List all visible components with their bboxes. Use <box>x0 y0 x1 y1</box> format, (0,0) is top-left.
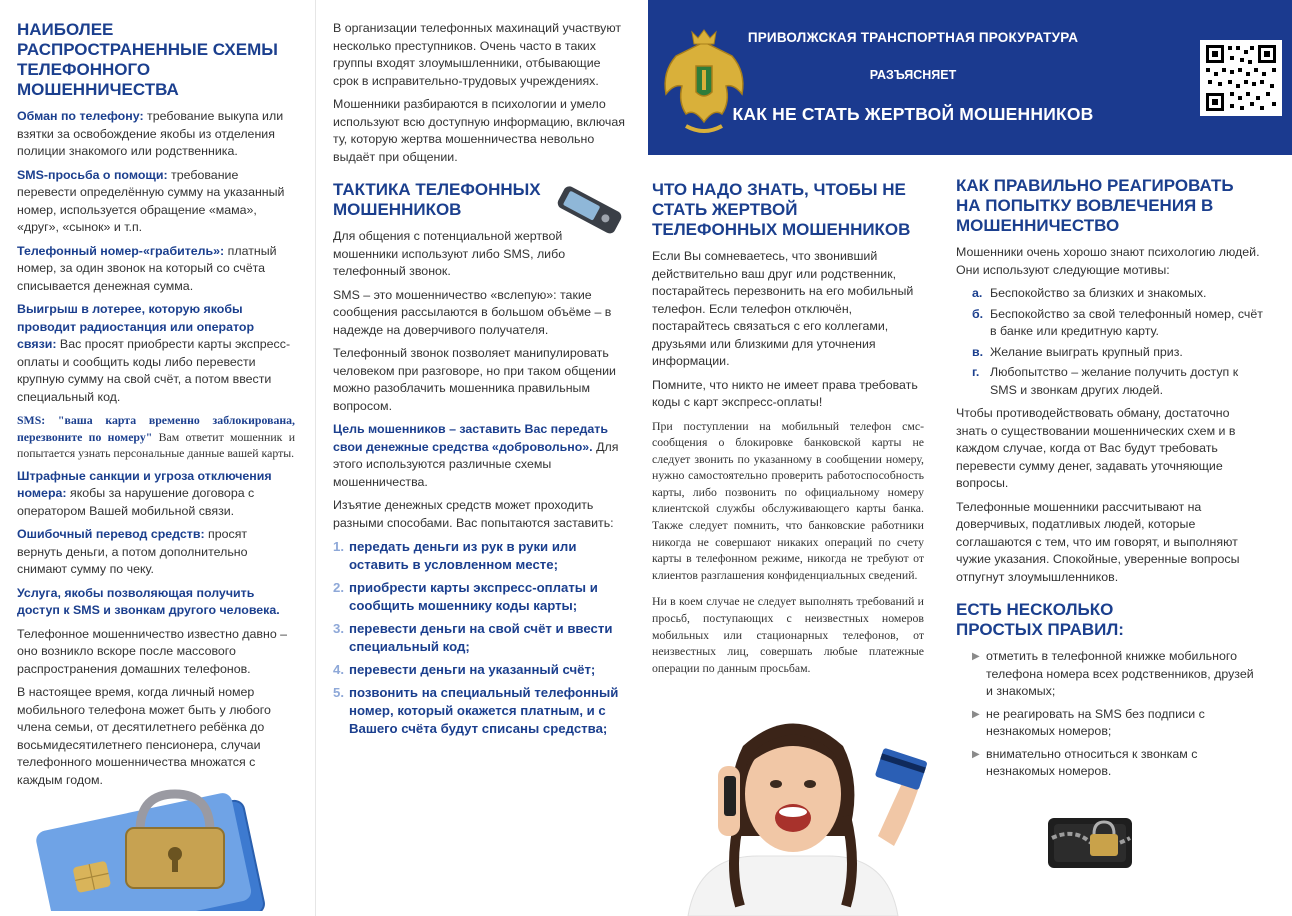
scheme-item <box>17 526 295 579</box>
react-title: КАК ПРАВИЛЬНО РЕАГИРОВАТЬ НА ПОПЫТКУ ВОВЛЕЧЕНИЯ В МОШЕННИЧЕСТВО <box>956 176 1234 235</box>
list-number: 5. <box>333 685 344 700</box>
credit-card-lock-icon <box>30 776 300 911</box>
organization-paragraph: В организации телефонных махинаций участвуют несколько преступников. Очень часто в таких группы входят злоумышленники, отбывающие срок в исправительно-трудовых учреждениях. <box>333 21 622 88</box>
codes-paragraph: Помните, что никто не имеет права требовать коды с карт экспресс-оплаты! <box>652 377 918 409</box>
unknown-numbers-paragraph: Ни в коем случае не следует выполнять требований и просьб, поступающих с неизвестных номеров мобильных или стационарных телефонов, от неизвестных лиц, совершать любые платежные операции по данным просьбам. <box>652 594 924 675</box>
column-react <box>938 0 1292 916</box>
withdrawal-paragraph: Изъятие денежных средств может проходить разными способами. Вас попытаются заставить: <box>333 498 614 530</box>
column-know <box>648 0 938 916</box>
scheme-text: требование выкупа или взятки за освобождение якобы из отделения полиции знакомого или родственника. <box>17 109 284 158</box>
scheme-lead: SMS: "ваша карта временно заблокирована, перезвоните по номеру" <box>17 413 295 444</box>
list-letter: в. <box>972 344 984 359</box>
methods-list <box>333 538 626 738</box>
mobile-phone-icon <box>550 180 630 238</box>
scheme-text: платный номер, за один звонок на который со счёта списывается денежная сумма. <box>17 243 277 293</box>
verify-paragraph: Если Вы сомневаетесь, что звонивший действительно ваш друг или родственник, постарайтесь перезвонить на его мобильный телефон. Если телефон отключён, постарайтесь связаться с его коллегами, друзьями или близкими для уточнения информации. <box>652 249 914 368</box>
scheme-item <box>17 585 295 620</box>
rules-list <box>972 648 1264 781</box>
call-paragraph: Телефонный звонок позволяет манипулировать человеком при разговоре, но при таком общении можно разоблачить мошенника правильным вопросом. <box>333 346 616 413</box>
column-tactics <box>316 0 648 916</box>
banner-subtitle: РАЗЪЯСНЯЕТ <box>869 68 957 82</box>
list-text: отметить в телефонной книжке мобильного телефона номера всех родственников, друзей и знакомых; <box>986 649 1254 698</box>
list-text: внимательно относиться к звонкам с незнакомых номеров. <box>986 746 1198 778</box>
list-item <box>972 285 1264 303</box>
triangle-bullet-icon: ▶ <box>972 748 980 760</box>
sms-paragraph: SMS – это мошенничество «вслепую»: такие сообщения рассылаются в большом объёме – в надежде на доверчивого получателя. <box>333 287 612 337</box>
scheme-item <box>17 301 295 406</box>
scheme-item <box>17 468 295 521</box>
list-text: приобрести карты экспресс-оплаты и сообщить мошеннику коды карты; <box>349 580 598 613</box>
intro-paragraph: В настоящее время, когда личный номер мобильного телефона может быть у любого члена семьи, от десятилетнего ребёнка до восьмидесятилетнего пенсионера, случаи телефонного мошенничества множатся с каждым годом. <box>17 685 271 787</box>
scheme-item <box>17 108 295 161</box>
tactics-paragraph: Для общения с потенциальной жертвой мошенники используют либо SMS, либо телефонный звонок. <box>333 229 566 278</box>
scheme-lead: Выигрыш в лотерее, которую якобы проводит радиостанция или оператор связи: <box>17 302 255 351</box>
know-title: ЧТО НАДО ЗНАТЬ, ЧТОБЫ НЕ СТАТЬ ЖЕРТВОЙ ТЕЛЕФОННЫХ МОШЕННИКОВ <box>652 180 911 239</box>
list-text: перевести деньги на указанный счёт; <box>349 662 596 677</box>
counteract-paragraph: Чтобы противодействовать обману, достаточно знать о существовании мошеннических схем и в каждом случае, когда от Вас будут требовать перевести сумму денег, задавать уточняющие вопросы. <box>956 406 1236 490</box>
list-item <box>972 306 1264 341</box>
wallet-chain-lock-icon <box>1044 808 1136 872</box>
banner-organization: ПРИВОЛЖСКАЯ ТРАНСПОРТНАЯ ПРОКУРАТУРА <box>747 30 1079 45</box>
scheme-text: Вам ответит мошенник и попытается узнать персональные данные вашей карты. <box>17 429 296 461</box>
list-text: Беспокойство за свой телефонный номер, счёт в банке или кредитную карту. <box>990 306 1263 338</box>
list-text: не реагировать на SMS без подписи с незнакомых номеров; <box>986 706 1205 738</box>
scheme-text: просят вернуть деньги, а потом дополнительно снимают сумму по чеку. <box>17 527 248 577</box>
list-number: 2. <box>333 580 344 595</box>
list-text: Желание выиграть крупный приз. <box>990 344 1183 359</box>
list-number: 1. <box>333 539 344 554</box>
psychology-paragraph: Мошенники разбираются в психологии и умело используют всю доступную информацию, включая ту, которую жертва мошенничества невольно выдаёт при общении. <box>333 97 625 164</box>
scheme-text: требование перевести определённую сумму на указанный номер, используется обращение «мама», «друг», «сынок» и т.п. <box>17 167 285 234</box>
gullible-paragraph: Телефонные мошенники рассчитывают на доверчивых, податливых людей, которые соглашаются с тем, что им говорят, и выполняют чужие указания. Спокойные, уверенные вопросы отпугнут злоумышленников. <box>956 499 1240 584</box>
list-item <box>972 344 1264 362</box>
girl-with-phone-illustration <box>648 706 938 916</box>
column-schemes <box>0 0 316 916</box>
list-text: перевести деньги на свой счёт и ввести специальный код; <box>349 621 613 654</box>
scheme-lead: SMS-просьба о помощи: <box>17 167 168 182</box>
list-text: позвонить на специальный телефонный номер, который окажется платным, и с Вашего счёта будут списаны средства; <box>349 685 619 736</box>
scheme-text: Вас просят приобрести карты экспресс-оплаты и сообщить коды либо перевести крупную сумму на свой счёт, а потом ввести специальный код. <box>17 337 291 404</box>
list-letter: б. <box>972 306 984 321</box>
list-item <box>972 706 1264 741</box>
list-item <box>333 620 626 656</box>
scheme-lead: Обман по телефону: <box>17 109 144 123</box>
list-text: Беспокойство за близких и знакомых. <box>990 286 1207 300</box>
scheme-lead: Телефонный номер-«грабитель»: <box>17 243 225 258</box>
list-text: Любопытство – желание получить доступ к SMS и звонкам других людей. <box>990 365 1239 397</box>
list-item <box>333 684 626 738</box>
banner-headline: КАК НЕ СТАТЬ ЖЕРТВОЙ МОШЕННИКОВ <box>732 104 1094 124</box>
tactics-title: ТАКТИКА ТЕЛЕФОННЫХ МОШЕННИКОВ <box>333 180 541 219</box>
list-item <box>333 538 626 574</box>
scheme-lead: Ошибочный перевод средств: <box>17 527 205 542</box>
list-letter: а. <box>972 286 983 300</box>
list-number: 3. <box>333 621 344 636</box>
list-text: передать деньги из рук в руки или оставить в условленном месте; <box>349 539 577 572</box>
motives-list <box>972 285 1264 399</box>
triangle-bullet-icon: ▶ <box>972 651 980 662</box>
list-item <box>972 648 1264 701</box>
triangle-bullet-icon: ▶ <box>972 708 980 720</box>
list-item <box>333 661 626 679</box>
goal-paragraph <box>333 421 626 491</box>
list-item <box>972 364 1264 399</box>
goal-text: Для этого используются различные схемы мошенничества. <box>333 439 619 489</box>
scheme-lead: Штрафные санкции и угроза отключения номера: <box>17 468 272 501</box>
sms-block-paragraph: При поступлении на мобильный телефон смс-сообщения о блокировке банковской карты не следует звонить по указанному в сообщении номеру, нужно самостоятельно проверить работоспособность карты, либо позвонить по официальному номеру клиентской службы обслуживающего карты банка. Также следует помнить, что банковские работники никогда не совершают никаких операций по счету карты в телефонном режиме, никогда не требуют от клиентов разглашения конфиденциальных сведений. <box>652 418 924 582</box>
list-item <box>333 579 626 615</box>
intro-paragraph: Телефонное мошенничество известно давно – оно возникло вскоре после массового распространения домашних телефонов. <box>17 626 288 676</box>
list-letter: г. <box>972 365 980 379</box>
goal-lead: Цель мошенников – заставить Вас передать свои денежные средства «добровольно». <box>333 422 608 454</box>
scheme-text: якобы за нарушение договора с оператором Вашей мобильной связи. <box>17 486 255 518</box>
schemes-title: НАИБОЛЕЕ РАСПРОСТРАНЕННЫЕ СХЕМЫ ТЕЛЕФОННОГО МОШЕННИЧЕСТВА <box>17 20 278 99</box>
motives-intro: Мошенники очень хорошо знают психологию людей. Они используют следующие мотивы: <box>956 245 1260 277</box>
scheme-item <box>17 167 295 237</box>
rules-title: ЕСТЬ НЕСКОЛЬКО ПРОСТЫХ ПРАВИЛ: <box>956 600 1124 639</box>
scheme-lead: Услуга, якобы позволяющая получить доступ к SMS и звонкам другого человека. <box>17 585 280 618</box>
scheme-item <box>17 412 295 462</box>
list-item <box>972 746 1264 781</box>
scheme-item <box>17 243 295 296</box>
list-number: 4. <box>333 662 344 677</box>
